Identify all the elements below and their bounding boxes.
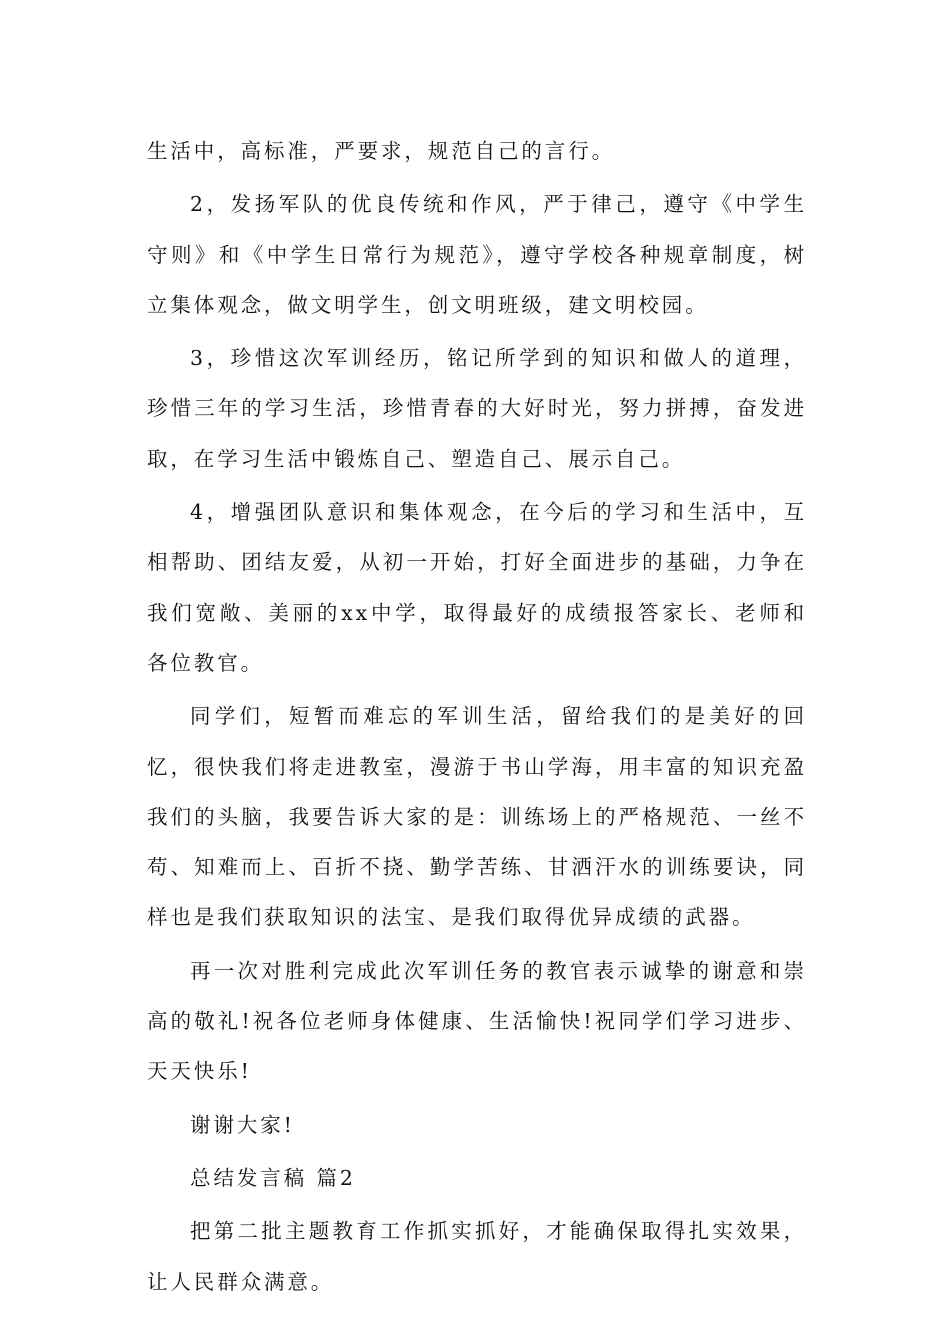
document-body <box>147 126 807 1310</box>
paragraph-thanks-instructors: 再一次对胜利完成此次军训任务的教官表示诚挚的谢意和崇高的敬礼!祝各位老师身体健康、生活愉快!祝同学们学习进步、天天快乐! <box>147 958 807 1084</box>
paragraph-classmates: 同学们，短暂而难忘的军训生活，留给我们的是美好的回忆，很快我们将走进教室，漫游于书山学海，用丰富的知识充盈我们的头脑，我要告诉大家的是：训练场上的严格规范、一丝不苟、知难而上、百折不挠、勤学苦练、甘洒汗水的训练要诀，同样也是我们获取知识的法宝、是我们取得优异成绩的武器。 <box>147 704 807 930</box>
section-heading-part-2: 总结发言稿 篇2 <box>190 1165 356 1190</box>
paragraph-thank-you: 谢谢大家! <box>190 1112 295 1137</box>
paragraph-item-3: 3，珍惜这次军训经历，铭记所学到的知识和做人的道理，珍惜三年的学习生活，珍惜青春的大好时光，努力拼搏，奋发进取，在学习生活中锻炼自己、塑造自己、展示自己。 <box>147 346 807 471</box>
paragraph-item-4: 4，增强团队意识和集体观念，在今后的学习和生活中，互相帮助、团结友爱，从初一开始，打好全面进步的基础，力争在我们宽敞、美丽的xx中学，取得最好的成绩报答家长、老师和各位教官。 <box>147 500 807 675</box>
paragraph-part-2-intro: 把第二批主题教育工作抓实抓好，才能确保取得扎实效果，让人民群众满意。 <box>147 1219 807 1294</box>
paragraph-continuation: 生活中，高标准，严要求，规范自己的言行。 <box>147 139 615 163</box>
paragraph-item-2: 2，发扬军队的优良传统和作风，严于律己，遵守《中学生守则》和《中学生日常行为规范》，遵守学校各种规章制度，树立集体观念，做文明学生，创文明班级，建文明校园。 <box>147 192 807 317</box>
